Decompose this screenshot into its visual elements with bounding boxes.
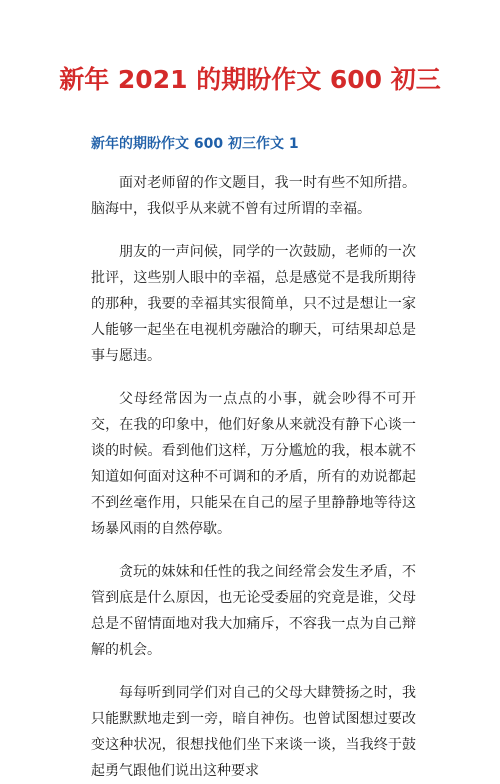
paragraph: 每每听到同学们对自己的父母大肆赞扬之时，我只能默默地走到一旁，暗自神伤。也曾试图想过要改变这种状况，很想找他们坐下来谈一谈，当我终于鼓起勇气跟他们说出这种要求 — [91, 685, 416, 779]
paragraph: 朋友的一声问候，同学的一次鼓励，老师的一次批评，这些别人眼中的幸福，总是感觉不是我所期待的那种，我要的幸福其实很简单，只不过是想让一家人能够一起坐在电视机旁融洽的聊天，可结果却总是事与愿违。 — [91, 244, 416, 364]
paragraph: 面对老师留的作文题目，我一时有些不知所措。脑海中，我似乎从来就不曾有过所谓的幸福。 — [91, 175, 416, 217]
document-body — [91, 170, 416, 784]
document-title: 新年 2021 的期盼作文 600 初三 — [59, 65, 441, 94]
paragraph: 父母经常因为一点点的小事，就会吵得不可开交，在我的印象中，他们好象从来就没有静下心谈一谈的时候。看到他们这样，万分尴尬的我，根本就不知道如何面对这种不可调和的矛盾，所有的劝说都起不到丝毫作用，只能呆在自己的屋子里静静地等待这场暴风雨的自然停歇。 — [91, 391, 416, 537]
paragraph: 贪玩的妹妹和任性的我之间经常会发生矛盾，不管到底是什么原因，也无论受委屈的究竟是谁，父母总是不留情面地对我大加痛斥，不容我一点为自己辩解的机会。 — [91, 564, 416, 658]
document-subtitle: 新年的期盼作文 600 初三作文 1 — [91, 136, 299, 152]
